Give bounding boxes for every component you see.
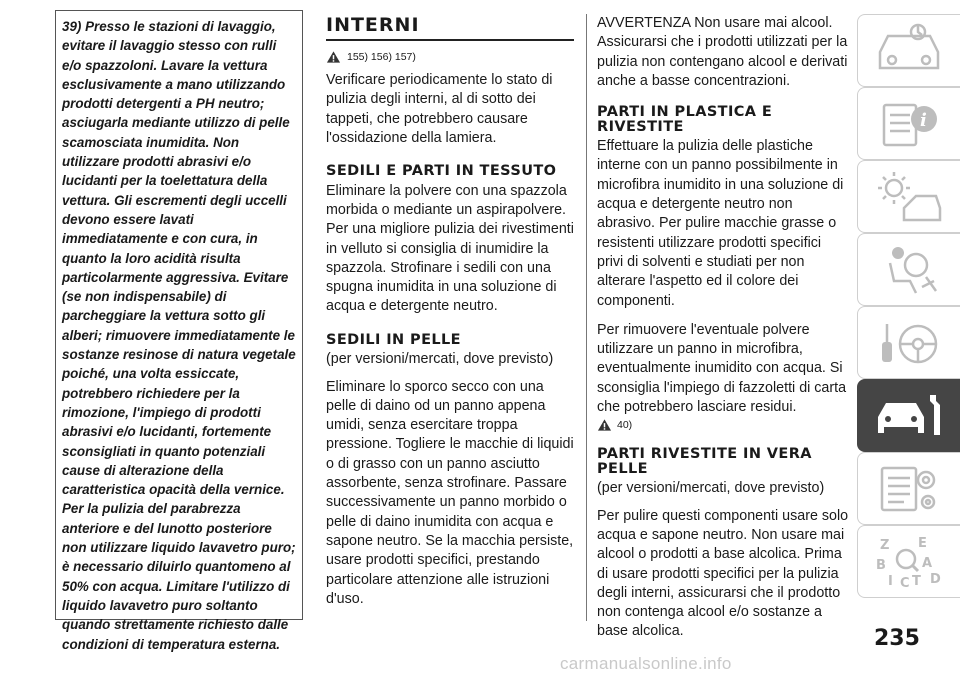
- plastica-text-1: Effettuare la pulizia delle plastiche interne con un panno possibilmente in microfibra inumidito in una soluzione di acqua e detergente neutro non abrasivo. Per pulire macchie grasse o resistenti utilizzare prodotti specifici privi di solventi e studiati per non alterare l'aspetto ed il colore dei componenti.: [597, 138, 844, 309]
- heading-plastica: PARTI IN PLASTICA E RIVESTITE: [597, 104, 773, 135]
- sedili-pelle-text: Eliminare lo sporco secco con una pelle di daino od un panno appena umidi, senza esercitare troppa pressione. Togliere le macchie di liquidi o di grasso con un panno asciutto assorbente, senza strofinare. Passare successivamente un panno morbido o pelle di daino inumidita con acqua e sapone neutro. Se la macchia persiste, usare prodotti specifici, prestando particolare attenzione alle istruzioni d'uso.: [326, 378, 574, 607]
- tab-dashboard[interactable]: [857, 14, 960, 87]
- info-book-icon: [870, 95, 948, 153]
- technical-data-icon: [870, 460, 948, 518]
- tab-info[interactable]: [857, 87, 960, 160]
- tab-index[interactable]: [857, 525, 960, 598]
- warning-references: [326, 49, 576, 65]
- section-title-interni: INTERNI: [326, 14, 574, 41]
- svg-text:E: E: [918, 535, 927, 551]
- svg-text:i: i: [920, 109, 927, 131]
- heading-vera-pelle: PARTI RIVESTITE IN VERA PELLE: [597, 446, 812, 477]
- tab-maintenance[interactable]: [857, 379, 960, 452]
- tab-start-drive[interactable]: [857, 306, 960, 379]
- interni-intro: Verificare periodicamente lo stato di pulizia degli interni, al di sotto dei tappeti, che potrebbero causare l'ossidazione della lamiera.: [326, 72, 553, 146]
- vera-pelle-note: (per versioni/mercati, dove previsto): [597, 480, 825, 497]
- warning-lights-icon: [870, 168, 948, 226]
- page-number: 235: [874, 626, 920, 651]
- svg-text:I: I: [888, 573, 893, 589]
- sedili-pelle-note: (per versioni/mercati, dove previsto): [326, 351, 554, 368]
- car-dashboard-icon: [870, 22, 948, 80]
- column-divider: [586, 14, 587, 621]
- warning-number: 39): [62, 19, 82, 34]
- plastica-text-2: Per rimuovere l'eventuale polvere utilizzare un panno in microfibra, eventualmente inumidito con acqua. Si sconsiglia l'impiego di fazzoletti di carta che potrebbero lasciare residui.: [597, 321, 847, 416]
- svg-text:C: C: [900, 575, 910, 591]
- airbag-seat-icon: [870, 241, 948, 299]
- chapter-tabs: [857, 14, 960, 598]
- plastica-reference: [597, 417, 849, 433]
- watermark: carmanualsonline.info: [560, 654, 732, 673]
- key-steering-icon: [870, 314, 948, 372]
- avvertenza-text: AVVERTENZA Non usare mai alcool. Assicurarsi che i prodotti utilizzati per la pulizia non contengano alcool e derivati anche a basse concentrazioni.: [597, 15, 848, 89]
- tab-safety[interactable]: [857, 233, 960, 306]
- warning-box: [55, 10, 303, 652]
- refs-text: 155) 156) 157): [347, 51, 416, 63]
- vera-pelle-text: Per pulire questi componenti usare solo acqua e sapone neutro. Non usare mai alcool o prodotti a base alcolica. Prima di usare prodotti specifici per la pulizia degli interni, assicurarsi che il prodotto non contenga alcool e/o sostanze a base alcolica.: [597, 507, 849, 640]
- warning-body: Presso le stazioni di lavaggio, evitare il lavaggio stesso con rulli e/o spazzoloni. Lavare la vettura esclusivamente a mano utilizzando prodotti detergenti a PH neutro; asciugarla mediante utilizzo di pelle scamosciata inumidita. Non utilizzare prodotti abrasivi e/o lucidanti per la toelettatura della vettura. Gli escrementi degli uccelli devono essere lavati immediatamente e con cura, in quanto la loro acidità risulta particolarmente aggressiva. Evitare (se non indispensabile) di parcheggiare la vettura sotto gli alberi; rimuovere immediatamente le sostanze resinose di natura vegetale poiché, una volta essiccate, potrebbero richiedere per la rimozione, l'impiego di prodotti abrasivi e/o lucidanti, fortemente sconsigliati in quanto potenziali cause di alterazione della caratteristica opacità della vernice. Per la pulizia del parabrezza anteriore e del lunotto posteriore non utilizzare liquido lavavetro puro; è necessario diluirlo quantomeno al 50% con acqua. Limitare l'utilizzo di liquido lavavetro puro soltanto quando strettamente richiesto dalle condizioni di temperatura esterna.: [62, 19, 296, 652]
- plastica-ref-text: 40): [617, 419, 633, 432]
- alphabet-index-icon: [870, 533, 948, 591]
- tab-warning-lights[interactable]: [857, 160, 960, 233]
- svg-text:A: A: [922, 555, 933, 571]
- warning-triangle-icon: [597, 418, 612, 432]
- heading-sedili-pelle: SEDILI IN PELLE: [326, 331, 461, 348]
- sedili-tessuto-text: Eliminare la polvere con una spazzola morbida o mediante un aspirapolvere. Per una migliore pulizia dei rivestimenti in velluto si consiglia di inumidire la spazzola. Strofinare i sedili con una spugna inumidita in una soluzione di acqua e detergente neutro.: [326, 182, 574, 315]
- car-maintenance-icon: [870, 387, 948, 445]
- svg-text:T: T: [912, 573, 921, 589]
- column-right: [597, 14, 849, 652]
- svg-text:D: D: [930, 571, 941, 587]
- warning-text: [62, 17, 296, 654]
- heading-sedili-tessuto: SEDILI E PARTI IN TESSUTO: [326, 163, 557, 180]
- column-interni: [326, 14, 576, 619]
- warning-triangle-icon: [326, 50, 341, 64]
- svg-text:Z: Z: [880, 537, 890, 553]
- tab-technical-data[interactable]: [857, 452, 960, 525]
- svg-text:B: B: [876, 557, 886, 573]
